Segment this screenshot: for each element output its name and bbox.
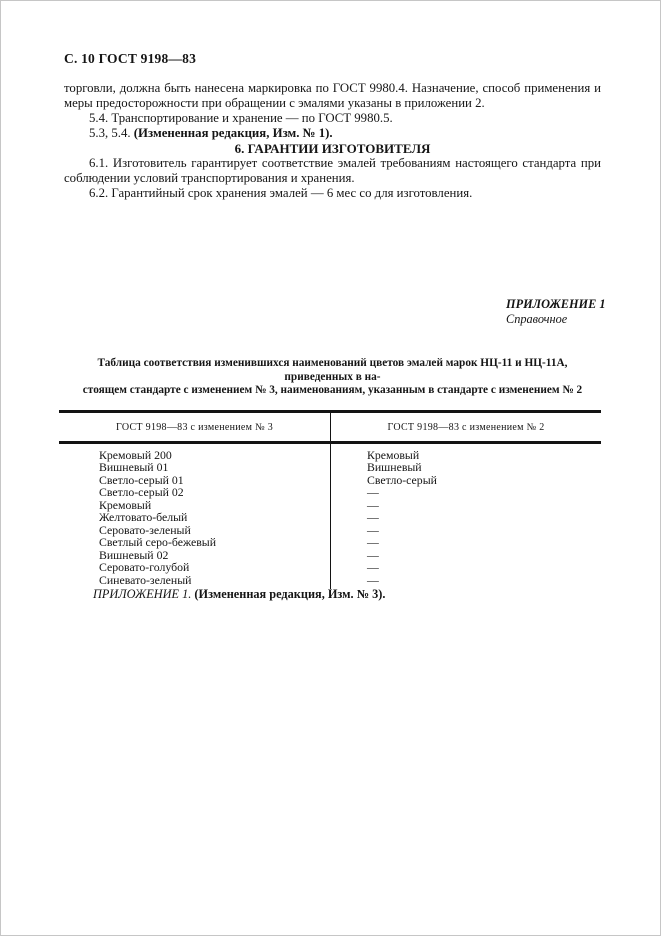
table-cell-right: — xyxy=(367,535,379,550)
table-cell-left: Серовато-голубой xyxy=(99,560,190,575)
table-caption xyxy=(64,357,601,398)
paragraph-5-4: 5.4. Транспортирование и хранение — по ГОСТ 9980.5. xyxy=(89,111,393,125)
table-cell-left: Синевато-зеленый xyxy=(99,572,192,587)
main-text-block xyxy=(64,81,601,201)
paragraph-5-3-5-4 xyxy=(64,126,601,141)
table-cell-right: — xyxy=(367,547,379,562)
table-header-col1: ГОСТ 9198—83 с изменением № 3 xyxy=(59,413,331,441)
table-cell-left: Светло-серый 01 xyxy=(99,472,184,487)
table-cell-left: Серовато-зеленый xyxy=(99,522,191,537)
table-cell-left: Кремовый xyxy=(99,497,152,512)
table-cell-left: Кремовый 200 xyxy=(99,448,172,462)
table-header-row xyxy=(59,413,601,444)
table-cell-left: Вишневый 02 xyxy=(99,547,169,562)
section-6-heading: 6. ГАРАНТИИ ИЗГОТОВИТЕЛЯ xyxy=(234,141,431,156)
appendix-header xyxy=(506,297,606,327)
appendix-amendment-note xyxy=(93,587,385,602)
table-header-col2: ГОСТ 9198—83 с изменением № 2 xyxy=(387,422,545,433)
paragraph-continuation: торговли, должна быть нанесена маркировка по ГОСТ 9980.4. Назначение, способ применения и меры предосторожности при обращении с эмалями указаны в приложении 2. xyxy=(64,81,601,110)
table-cell-right: Светло-серый xyxy=(367,472,437,487)
paragraph-5-3-5-4-amendment: (Измененная редакция, Изм. № 1). xyxy=(133,126,333,140)
table-cell-right: — xyxy=(367,510,379,525)
table-cell-right: Кремовый xyxy=(367,448,420,462)
table-column-left xyxy=(59,444,331,589)
table-cell-left: Вишневый 01 xyxy=(99,460,169,475)
appendix-amendment-note-ref: ПРИЛОЖЕНИЕ 1. xyxy=(93,587,192,601)
color-names-table xyxy=(59,410,601,589)
table-cell-right: — xyxy=(367,485,379,500)
appendix-title: ПРИЛОЖЕНИЕ 1 xyxy=(506,297,606,311)
appendix-subtitle: Справочное xyxy=(506,312,568,326)
paragraph-5-3-5-4-prefix: 5.3, 5.4. xyxy=(89,126,134,140)
table-cell-right: — xyxy=(367,522,379,537)
table-cell-right: — xyxy=(367,560,379,575)
table-cell-right: Вишневый xyxy=(367,460,422,475)
table-caption-line1: Таблица соответствия изменившихся наименований цветов эмалей марок НЦ-11 и НЦ-11А, приведенных в на- xyxy=(97,357,568,383)
table-column-right xyxy=(331,444,601,589)
appendix-amendment-note-text: (Измененная редакция, Изм. № 3). xyxy=(191,587,386,601)
table-cell-right: — xyxy=(367,497,379,512)
table-body xyxy=(59,444,601,589)
table-cell-left: Желтовато-белый xyxy=(99,510,188,525)
paragraph-6-1: 6.1. Изготовитель гарантирует соответствие эмалей требованиям настоящего стандарта при соблюдении условий транспортирования и хранения. xyxy=(64,156,601,185)
paragraph-6-2: 6.2. Гарантийный срок хранения эмалей — 6 мес со для изготовления. xyxy=(89,186,473,200)
table-cell-left: Светло-серый 02 xyxy=(99,485,184,500)
table-caption-line2: стоящем стандарте с изменением № 3, наименованиям, указанным в стандарте с изменением № 2 xyxy=(82,384,583,396)
table-cell-left: Светлый серо-бежевый xyxy=(99,535,217,550)
table-cell-right: — xyxy=(367,572,379,587)
running-header: С. 10 ГОСТ 9198—83 xyxy=(64,51,197,66)
